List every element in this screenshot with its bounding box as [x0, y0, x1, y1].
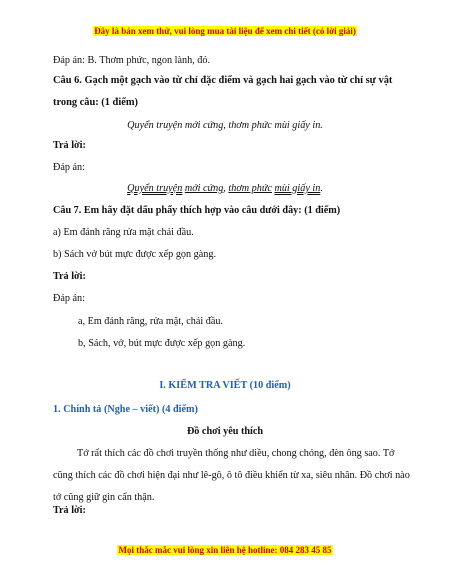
section-title: I. KIỂM TRA VIẾT (10 điểm): [159, 380, 291, 391]
header-notice: Đây là bản xem thử, vui lòng mua tài liệu để xem chi tiết (có lời giải): [94, 26, 356, 36]
q7-answer-key: Đáp án:: [53, 293, 85, 304]
q5-answer: Đáp án: B. Thơm phức, ngon lành, đỏ.: [53, 55, 211, 66]
q7-question: Câu 7. Em hãy đặt dấu phẩy thích hợp vào câu dưới đây: (1 điểm): [53, 205, 341, 216]
adjective-2: thơm phức: [228, 183, 272, 194]
subsection-title: 1. Chính tả (Nghe – viết) (4 điểm): [53, 404, 198, 415]
q6-answer-key: Đáp án:: [53, 162, 85, 173]
footer-notice: Mọi thắc mắc vui lòng xin liên hệ hotline: 084 283 45 85: [118, 545, 332, 555]
q7-item-a: a) Em đánh răng rửa mặt chải đầu.: [53, 227, 194, 238]
noun-phrase-2: mùi giấy in: [274, 183, 321, 194]
q7-answer-label: Trả lời:: [53, 271, 86, 282]
noun-phrase-1: Quyển truyện: [127, 183, 183, 194]
q7-answer-a: a, Em đánh răng, rửa mặt, chải đầu.: [78, 316, 223, 327]
dictation-title: Đồ chơi yêu thích: [186, 426, 264, 437]
final-answer-label: Trả lời:: [53, 505, 86, 516]
q6-sentence: Quyển truyện mới cứng, thơm phức mùi giấy in.: [127, 120, 323, 131]
q7-answer-b: b, Sách, vở, bút mực được xếp gọn gàng.: [78, 338, 246, 349]
adjective-1: mới cứng: [184, 183, 224, 194]
q6-question: Câu 6. Gạch một gạch vào từ chỉ đặc điểm và gạch hai gạch vào từ chỉ sự vật trong câu: (1 điểm): [53, 75, 393, 108]
q7-item-b: b) Sách vở bút mực được xếp gọn gàng.: [53, 249, 216, 260]
q6-answer-sentence: Quyển truyện mới cứng, thơm phức mùi giấy in.: [127, 183, 323, 194]
q6-answer-label: Trả lời:: [53, 140, 86, 151]
dictation-text: Tớ rất thích các đồ chơi truyền thống như diều, chong chóng, đèn ông sao. Tớ cũng thích các đồ chơi hiện đại như lê-gô, ô tô điều khiển từ xa, siêu nhân. Đồ chơi nào tớ cũng giữ gìn cẩn thận.: [53, 448, 410, 503]
